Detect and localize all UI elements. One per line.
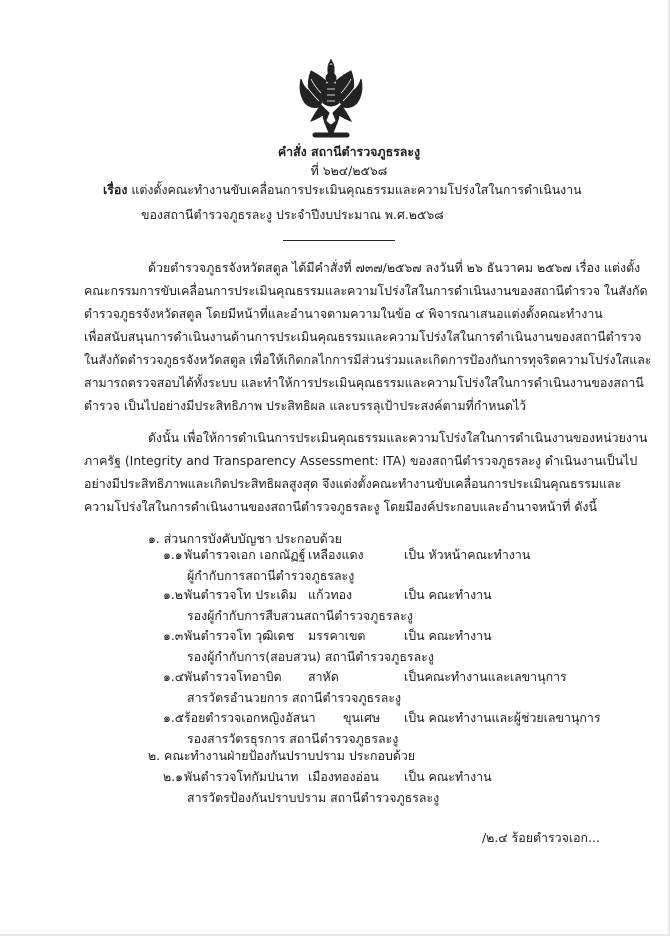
member-surname: สาหัด [308, 669, 339, 684]
garuda-emblem-icon [297, 57, 365, 141]
member-role: เป็น คณะทำงาน [404, 587, 492, 602]
member-number: ๑.๔ [163, 669, 185, 684]
subject-label: เรื่อง [103, 182, 128, 197]
subject-line-1 [103, 181, 582, 199]
order-heading: คำสั่ง สถานีตำรวจภูธรละงู [277, 144, 421, 159]
section-title: ๒. คณะทำงานฝ่ายป้องกันปราบปราม ประกอบด้วย [148, 748, 416, 763]
member-role: เป็น หัวหน้าคณะทำงาน [404, 547, 531, 562]
paragraph2-line: ภาครัฐ (Integrity and Transparency Assessment: ITA) ของสถานีตำรวจภูธรละงู ดำเนินงานเป็นไป [84, 453, 638, 468]
member-role: เป็น คณะทำงาน [404, 769, 492, 784]
member-name: พันตำรวจเอก เอกณัฏฐ์ [184, 547, 306, 562]
member-position: สารวัตรป้องกันปราบปราม สถานีตำรวจภูธรละงู [187, 790, 440, 805]
member-number: ๒.๑ [163, 769, 183, 784]
member-surname: แก้วทอง [308, 587, 353, 602]
member-position: รองผู้กำกับการสืบสวนสถานีตำรวจภูธรละงู [187, 608, 413, 623]
member-position: สารวัตรอำนวยการ สถานีตำรวจภูธรละงู [187, 690, 402, 705]
paragraph1-line: คณะกรรมการขับเคลื่อนการประเมินคุณธรรมและความโปร่งใสในการดำเนินงานของสถานีตำรวจ ในสังกัด [84, 283, 648, 298]
member-number: ๑.๓ [163, 628, 184, 643]
member-role: เป็น คณะทำงานและผู้ช่วยเลขานุการ [404, 710, 601, 725]
member-position: รองผู้กำกับการ(สอบสวน) สถานีตำรวจภูธรละงู [187, 649, 434, 664]
section-title: ๑. ส่วนการบังคับบัญชา ประกอบด้วย [148, 531, 342, 546]
member-name: พันตำรวจโท วุฒิเดช [184, 628, 295, 643]
member-surname: ขุนเศษ [343, 710, 381, 725]
paragraph1-line: ตำรวจภูธรจังหวัดสตูล โดยมีหน้าที่และอำนาจตามความในข้อ ๔ พิจารณาเสนอแต่งตั้งคณะทำงาน [84, 306, 603, 321]
order-number: ที่ ๖๒๔/๒๕๖๘ [310, 163, 388, 178]
member-number: ๑.๒ [163, 587, 183, 602]
heading-divider [283, 240, 395, 241]
member-name: ร้อยตำรวจเอกหญิงอัสนา [184, 710, 316, 725]
paragraph1-line: ในสังกัดตำรวจภูธรจังหวัดสตูล เพื่อให้เกิดกลไกการมีส่วนร่วมและเกิดการป้องกันการทุจริตความโปร่งใสและ [84, 352, 652, 367]
member-surname: มรรคาเขต [308, 628, 366, 643]
paragraph2-line: ดังนั้น เพื่อให้การดำเนินการประเมินคุณธรรมและความโปร่งใสในการดำเนินงานของหน่วยงาน [148, 430, 648, 445]
paragraph1-line: ตำรวจ เป็นไปอย่างมีประสิทธิภาพ ประสิทธิผล และบรรลุเป้าประสงค์ตามที่กำหนดไว้ [84, 398, 527, 413]
member-position: รองสารวัตรธุรการ สถานีตำรวจภูธรละงู [187, 731, 399, 746]
paragraph2-line: อย่างมีประสิทธิภาพและเกิดประสิทธิผลสูงสุด จึงแต่งตั้งคณะทำงานขับเคลื่อนการประเมินคุณธรรมและ [84, 476, 622, 491]
member-surname: เมืองทองอ่อน [308, 769, 379, 784]
continuation-note: /๒.๔ ร้อยตำรวจเอก... [482, 830, 600, 845]
member-name: พันตำรวจโท ประเดิม [184, 587, 297, 602]
member-name: พันตำรวจโทกัมปนาท [184, 769, 299, 784]
paragraph1-line: สามารถตรวจสอบได้ทั้งระบบ และทำให้การประเมินคุณธรรมและความโปร่งใสในการดำเนินงานของสถานี [84, 375, 644, 390]
subject-text-1: แต่งตั้งคณะทำงานขับเคลื่อนการประเมินคุณธรรมและความโปร่งใสในการดำเนินงาน [131, 182, 582, 197]
paragraph1-line: ด้วยตำรวจภูธรจังหวัดสตูล ได้มีคำสั่งที่ ๗๓๗/๒๕๖๗ ลงวันที่ ๒๖ ธันวาคม ๒๕๖๗ เรื่อง แต่งตั้ง [148, 260, 641, 275]
member-number: ๑.๕ [163, 710, 185, 725]
subject-line-2: ของสถานีตำรวจภูธรละงู ประจำปีงบประมาณ พ.ศ.๒๕๖๘ [141, 207, 444, 222]
member-number: ๑.๑ [163, 547, 183, 562]
member-role: เป็น คณะทำงาน [404, 628, 492, 643]
member-surname: เหลืองแดง [308, 547, 364, 562]
paragraph2-line: ความโปร่งใสในการดำเนินงานของสถานีตำรวจภูธรละงู โดยมีองค์ประกอบและอำนาจหน้าที่ ดังนี้ [84, 499, 597, 514]
member-name: พันตำรวจโทอาบิด [184, 669, 282, 684]
paragraph1-line: เพื่อสนับสนุนการดำเนินงานด้านการประเมินคุณธรรมและความโปร่งใสในการดำเนินงานของสถานีตำรวจ [84, 329, 642, 344]
member-role: เป็นคณะทำงานและเลขานุการ [404, 669, 567, 684]
member-position: ผู้กำกับการสถานีตำรวจภูธรละงู [187, 568, 355, 583]
